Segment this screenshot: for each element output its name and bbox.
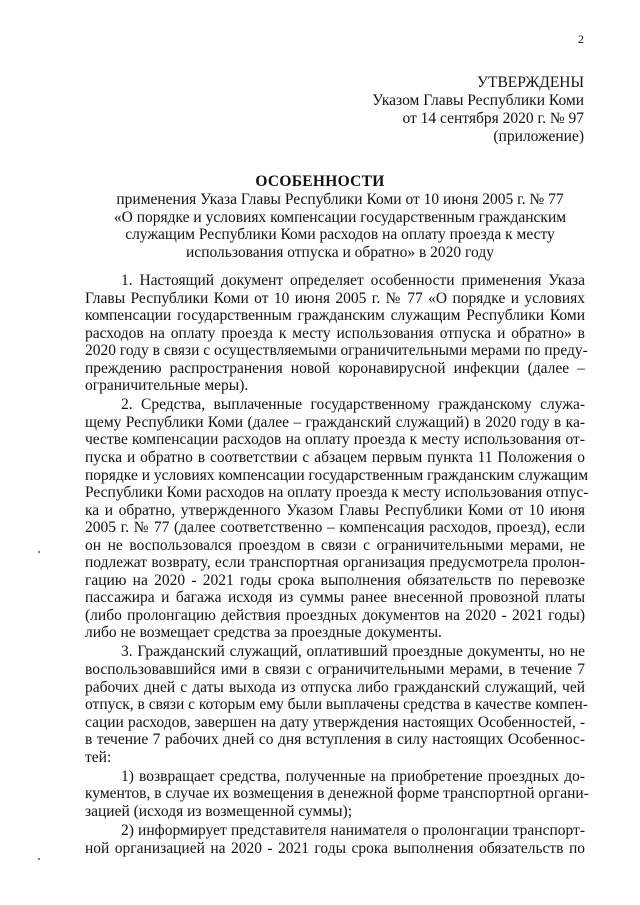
document-body [85, 272, 589, 857]
paragraph [85, 822, 585, 857]
paragraph-line: 3. Гражданский служащий, оплативший проездные документы, но не [121, 643, 585, 661]
paragraph-line: 1) возвращает средства, полученные на приобретение проездных до- [121, 767, 585, 785]
approval-line: от 14 сентября 2020 г. № 97 [402, 110, 584, 127]
paragraph-line: 2020 году в связи с осуществляемыми ограничительными мерами по преду- [85, 342, 588, 360]
paragraph-line: Главы Республики Коми от 10 июня 2005 г. № 77 «О порядке и условиях [85, 289, 585, 307]
paragraph-line: ной организацией на 2020 - 2021 годы срока выполнения обязательств по [85, 839, 585, 857]
paragraph-line: отпуск, в связи с которым ему были выплачены средства в качестве компен- [85, 696, 588, 714]
paragraph-line: тей: [85, 748, 112, 766]
paragraph-line: щему Республики Коми (далее – гражданский служащий) в 2020 году в ка- [85, 413, 585, 431]
paragraph-line: 1. Настоящий документ определяет особенности применения Указа [121, 272, 585, 289]
approval-line: УТВЕРЖДЕНЫ [477, 74, 584, 91]
paragraph-line: зацией (исходя из возмещенной суммы); [85, 802, 353, 820]
paragraph-line: гацию на 2020 - 2021 годы срока выполнения обязательств по перевозке [85, 571, 585, 589]
paragraph-line: честве компенсации расходов на оплату проезда к месту использования от- [85, 431, 585, 449]
paragraph-line: преждению распространения новой коронавирусной инфекции (далее – [85, 359, 585, 377]
scan-artifact [38, 858, 40, 860]
paragraph-line: он не воспользовался проездом в связи с ограничительными мерами, не [85, 536, 585, 554]
paragraph-line: Республики Коми расходов на оплату проезда к месту использования отпус- [85, 484, 589, 502]
page-number: 2 [578, 32, 584, 46]
paragraph [85, 767, 589, 821]
paragraph-line: рабочих дней с даты выхода из отпуска либо гражданский служащий, чей [85, 678, 585, 696]
paragraph-line: воспользовавшийся ими в связи с ограничительными мерами, в течение 7 [85, 661, 585, 679]
subtitle-line: применения Указа Главы Республики Коми от 10 июня 2005 г. № 77 [116, 191, 564, 208]
paragraph-line: расходов на оплату проезда к месту использования отпуска и обратно» в [85, 324, 585, 342]
scan-artifact [38, 551, 40, 553]
subtitle-line: «О порядке и условиях компенсации государственным гражданским [113, 208, 567, 226]
paragraph-line: пуска и обратно в соответствии с абзацем первым пункта 11 Положения о [85, 448, 585, 466]
paragraph-line: ка и обратно, утвержденного Указом Главы Республики Коми от 10 июня [85, 501, 585, 519]
subtitle-line: использования отпуска и обратно» в 2020 году [186, 243, 494, 261]
paragraph-line: компенсации государственным гражданским служащим Республики Коми [85, 307, 585, 325]
paragraph-line: кументов, в случае их возмещения в денежной форме транспортной органи- [85, 785, 589, 803]
paragraph-line: 2) информирует представителя нанимателя о пролонгации транспорт- [121, 821, 585, 839]
paragraph-line: пассажира и багажа исходя из суммы ранее внесенной провозной платы [85, 589, 585, 607]
document-subtitle [60, 191, 620, 261]
approval-stamp [372, 74, 584, 146]
paragraph-line: 2. Средства, выплаченные государственному гражданскому служа- [121, 396, 585, 414]
paragraph [85, 643, 588, 766]
paragraph-line: порядке и условиях компенсации государственным гражданским служащим [85, 466, 589, 484]
approval-line: Указом Главы Республики Коми [372, 92, 584, 109]
paragraph-line: 2005 г. № 77 (далее соответственно – компенсация расходов, проезд), если [85, 519, 585, 537]
paragraph [85, 272, 588, 395]
paragraph-line: сации расходов, завершен на дату утверждения настоящих Особенностей, - [85, 713, 585, 731]
subtitle-line: служащим Республики Коми расходов на оплату проезда к месту [125, 226, 555, 244]
approval-line: (приложение) [493, 128, 584, 145]
paragraph [85, 396, 589, 642]
document-title: ОСОБЕННОСТИ [255, 173, 385, 190]
paragraph-line: подлежат возврату, если транспортная организация предусмотрела пролон- [85, 554, 585, 572]
paragraph-line: либо не возмещает средства за проездные документы. [85, 624, 442, 642]
paragraph-line: в течение 7 рабочих дней со дня вступления в силу настоящих Особеннос- [85, 731, 585, 749]
paragraph-line: (либо пролонгацию действия проездных документов на 2020 - 2021 годы) [85, 606, 585, 624]
paragraph-line: ограничительные меры). [85, 377, 249, 395]
